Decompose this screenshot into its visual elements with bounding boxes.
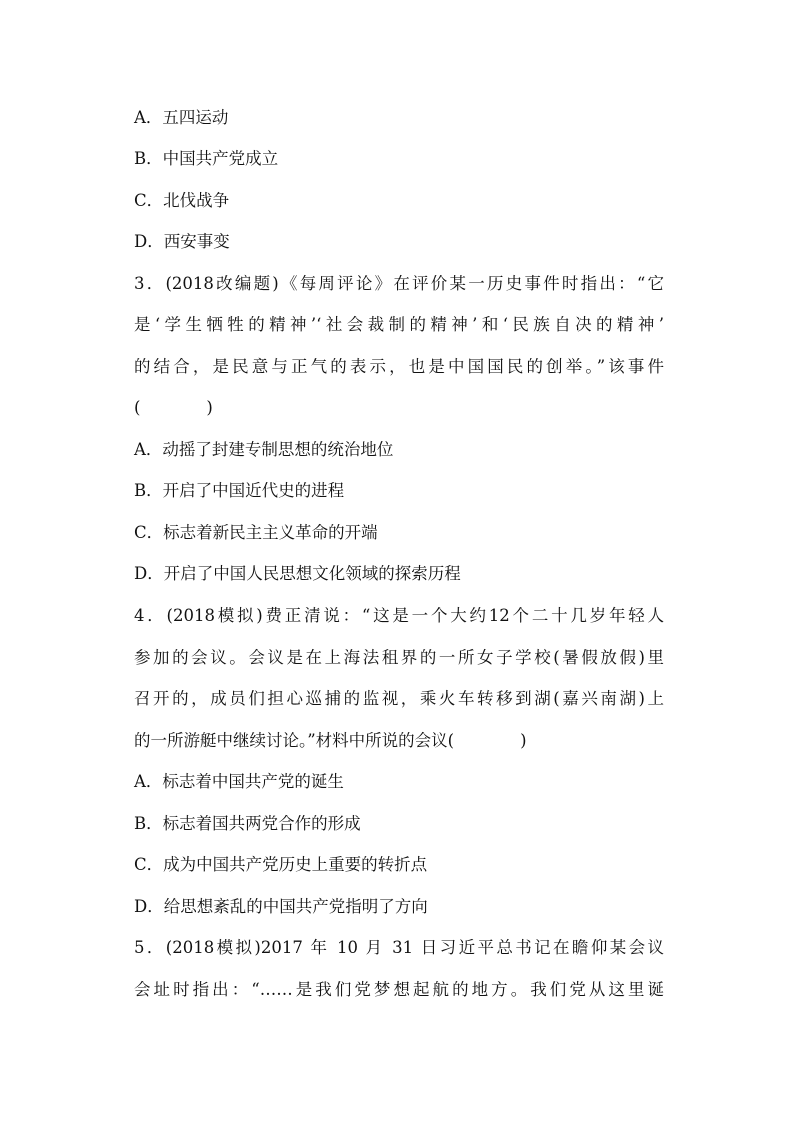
q5-stem-line-1: 5．(2018模拟)2017 年 10 月 31 日习近平总书记在瞻仰某会议: [134, 938, 664, 957]
q3-stem-line-2: 是‘学生牺牲的精神’‘社会裁制的精神’和‘民族自决的精神’: [134, 315, 664, 334]
q4-option-b: B．标志着国共两党合作的形成: [134, 814, 361, 833]
q2-option-a: A．五四运动: [134, 108, 229, 127]
q3-option-b: B．开启了中国近代史的进程: [134, 481, 345, 500]
q3-option-c: C．标志着新民主主义革命的开端: [134, 523, 378, 542]
q3-stem-line-1: 3．(2018改编题)《每周评论》在评价某一历史事件时指出：“它: [134, 274, 664, 293]
q4-option-d: D．给思想紊乱的中国共产党指明了方向: [134, 897, 428, 916]
q3-option-d: D．开启了中国人民思想文化领域的探索历程: [134, 564, 461, 583]
q5-stem-line-2: 会址时指出：“……是我们党梦想起航的地方。我们党从这里诞: [134, 980, 664, 999]
q4-stem-line-4: 的一所游艇中继续讨论。”材料中所说的会议( ): [134, 731, 527, 750]
q2-option-d: D．西安事变: [134, 232, 230, 251]
q4-stem-line-3: 召开的，成员们担心巡捕的监视，乘火车转移到湖(嘉兴南湖)上: [134, 689, 664, 708]
q4-stem-line-2: 参加的会议。会议是在上海法租界的一所女子学校(暑假放假)里: [134, 648, 664, 667]
q2-option-b: B．中国共产党成立: [134, 149, 279, 168]
q2-option-c: C．北伐战争: [134, 191, 230, 210]
q4-option-c: C．成为中国共产党历史上重要的转折点: [134, 855, 428, 874]
q3-stem-line-3: 的结合，是民意与正气的表示，也是中国国民的创举。”该事件: [134, 357, 664, 376]
q4-option-a: A．标志着中国共产党的诞生: [134, 772, 344, 791]
q3-answer-blank: ( ): [134, 398, 213, 417]
q3-option-a: A．动摇了封建专制思想的统治地位: [134, 440, 394, 459]
q4-stem-line-1: 4．(2018模拟)费正清说：“这是一个大约12个二十几岁年轻人: [134, 606, 664, 625]
